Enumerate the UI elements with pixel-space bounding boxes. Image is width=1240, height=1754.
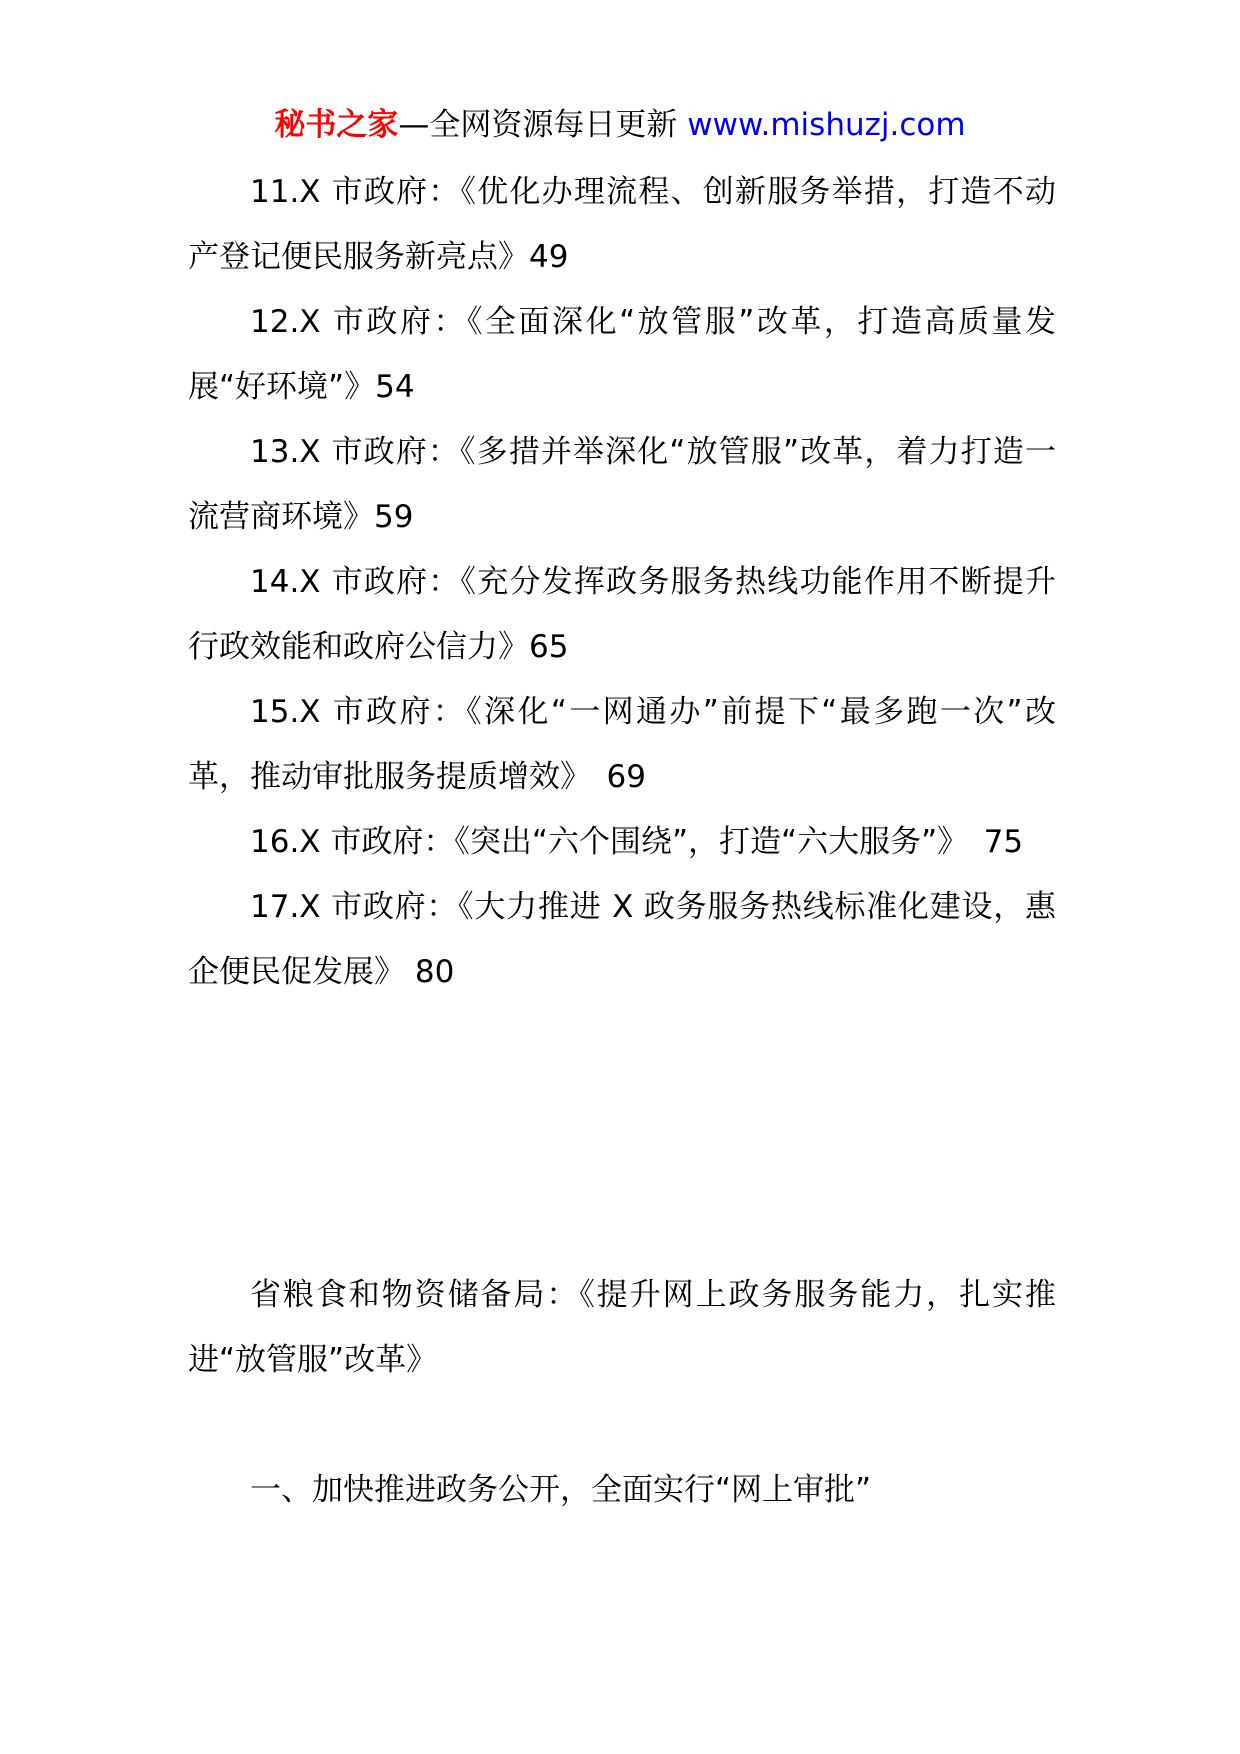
toc-item-14: 14.X 市政府：《充分发挥政务服务热线功能作用不断提升行政效能和政府公信力》65	[188, 564, 1056, 665]
section-heading: 一、加快推进政务公开，全面实行“网上审批”	[250, 1472, 872, 1508]
site-url[interactable]: www.mishuzj.com	[687, 107, 966, 143]
toc-item-16: 16.X 市政府：《突出“六个围绕”，打造“六大服务”》 75	[250, 824, 1024, 860]
table-of-contents	[188, 160, 1056, 1005]
document-body	[188, 160, 1056, 1523]
page-header	[0, 103, 1240, 147]
toc-item-13: 13.X 市政府：《多措并举深化“放管服”改革，着力打造一流营商环境》59	[188, 434, 1056, 535]
header-tagline: —全网资源每日更新	[398, 107, 688, 143]
blank-space	[188, 1393, 1056, 1458]
toc-item-15: 15.X 市政府：《深化“一网通办”前提下“最多跑一次”改革，推动审批服务提质增效》 69	[188, 694, 1056, 795]
blank-space	[188, 1005, 1056, 1263]
toc-item-12: 12.X 市政府：《全面深化“放管服”改革，打造高质量发展“好环境”》54	[188, 304, 1056, 405]
article-title: 省粮食和物资储备局：《提升网上政务服务能力，扎实推进“放管服”改革》	[188, 1277, 1056, 1378]
brand-name: 秘书之家	[274, 107, 399, 143]
toc-item-11: 11.X 市政府：《优化办理流程、创新服务举措，打造不动产登记便民服务新亮点》49	[188, 174, 1056, 275]
toc-item-17: 17.X 市政府：《大力推进 X 政务服务热线标准化建设，惠企便民促发展》 80	[188, 889, 1056, 990]
